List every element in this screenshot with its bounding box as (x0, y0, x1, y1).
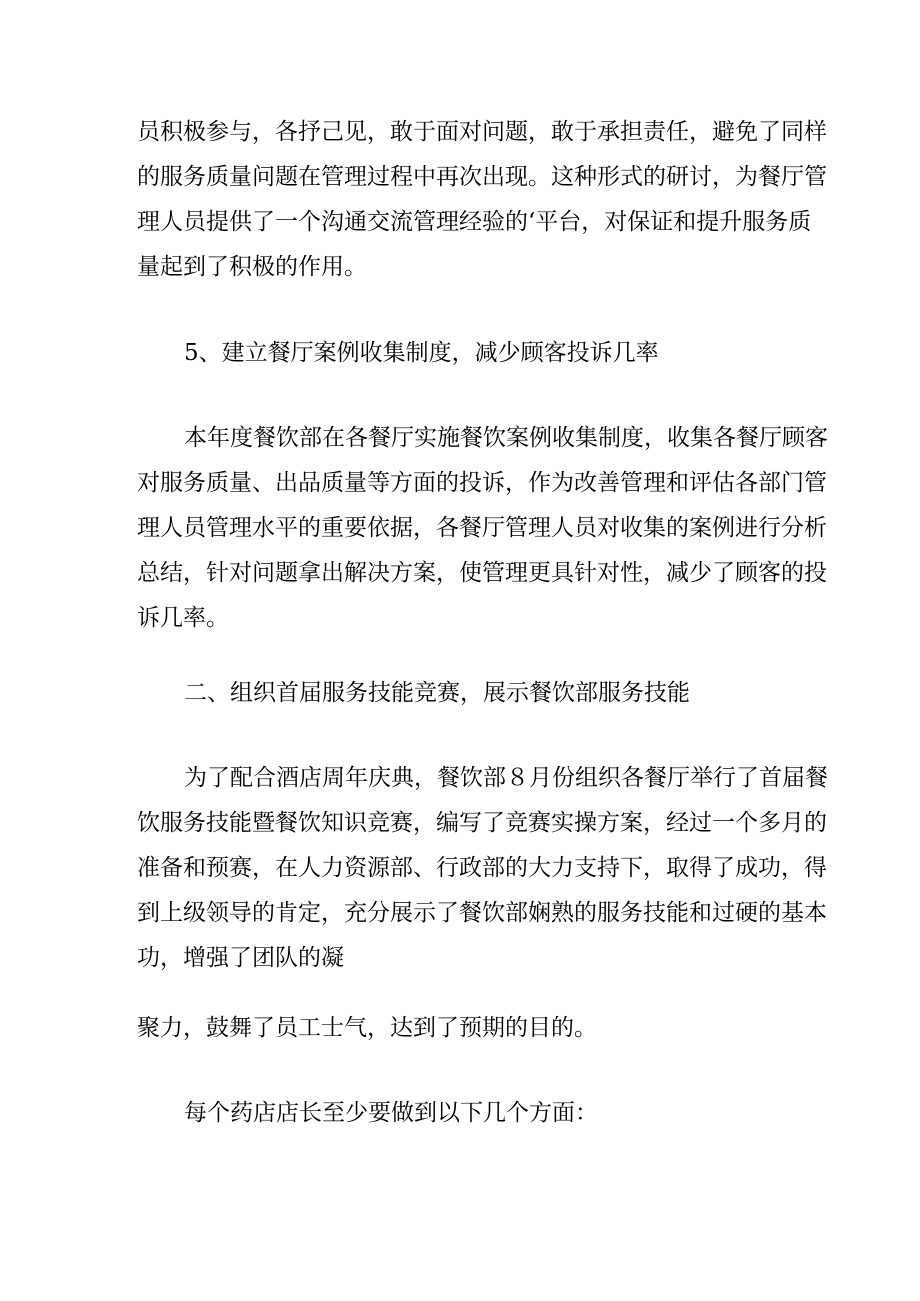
paragraph-2-line-4: 总结，针对问题拿出解决方案，使管理更具针对性，减少了顾客的投 (137, 560, 827, 586)
paragraph-2-line-5: 诉几率。 (137, 605, 229, 631)
section-heading-two: 二、组织首届服务技能竞赛，展示餐饮部服务技能 (184, 680, 690, 706)
paragraph-2-line-3: 理人员管理水平的重要依据，各餐厅管理人员对收集的案例进行分析 (137, 515, 827, 541)
paragraph-2-line-1: 本年度餐饮部在各餐厅实施餐饮案例收集制度，收集各餐厅顾客 (184, 425, 828, 451)
paragraph-1-line-2: 的服务质量问题在管理过程中再次出现。这种形式的研讨，为餐厅管 (137, 164, 827, 190)
paragraph-4: 聚力，鼓舞了员工士气，达到了预期的目的。 (137, 1015, 597, 1041)
paragraph-3-line-1: 为了配合酒店周年庆典，餐饮部８月份组织各餐厅举行了首届餐 (184, 765, 828, 791)
paragraph-1-line-3: 理人员提供了一个沟通交流管理经验的‘平台，对保证和提升服务质 (137, 209, 812, 235)
paragraph-3-line-3: 准备和预赛，在人力资源部、行政部的大力支持下，取得了成功，得 (137, 855, 827, 881)
paragraph-2-line-2: 对服务质量、出品质量等方面的投诉，作为改善管理和评估各部门管 (137, 470, 827, 496)
paragraph-1-line-4: 量起到了积极的作用。 (137, 254, 367, 280)
paragraph-1-line-1: 员积极参与，各抒己见，敢于面对问题，敢于承担责任，避免了同样 (137, 119, 827, 145)
paragraph-3-line-4: 到上级领导的肯定，充分展示了餐饮部娴熟的服务技能和过硬的基本 (137, 900, 827, 926)
paragraph-3-line-5: 功，增强了团队的凝 (137, 945, 344, 971)
paragraph-5: 每个药店店长至少要做到以下几个方面： (184, 1100, 598, 1126)
section-heading-5: 5、建立餐厅案例收集制度，减少顾客投诉几率 (184, 340, 659, 366)
paragraph-3-line-2: 饮服务技能暨餐饮知识竞赛，编写了竞赛实操方案，经过一个多月的 (137, 810, 827, 836)
